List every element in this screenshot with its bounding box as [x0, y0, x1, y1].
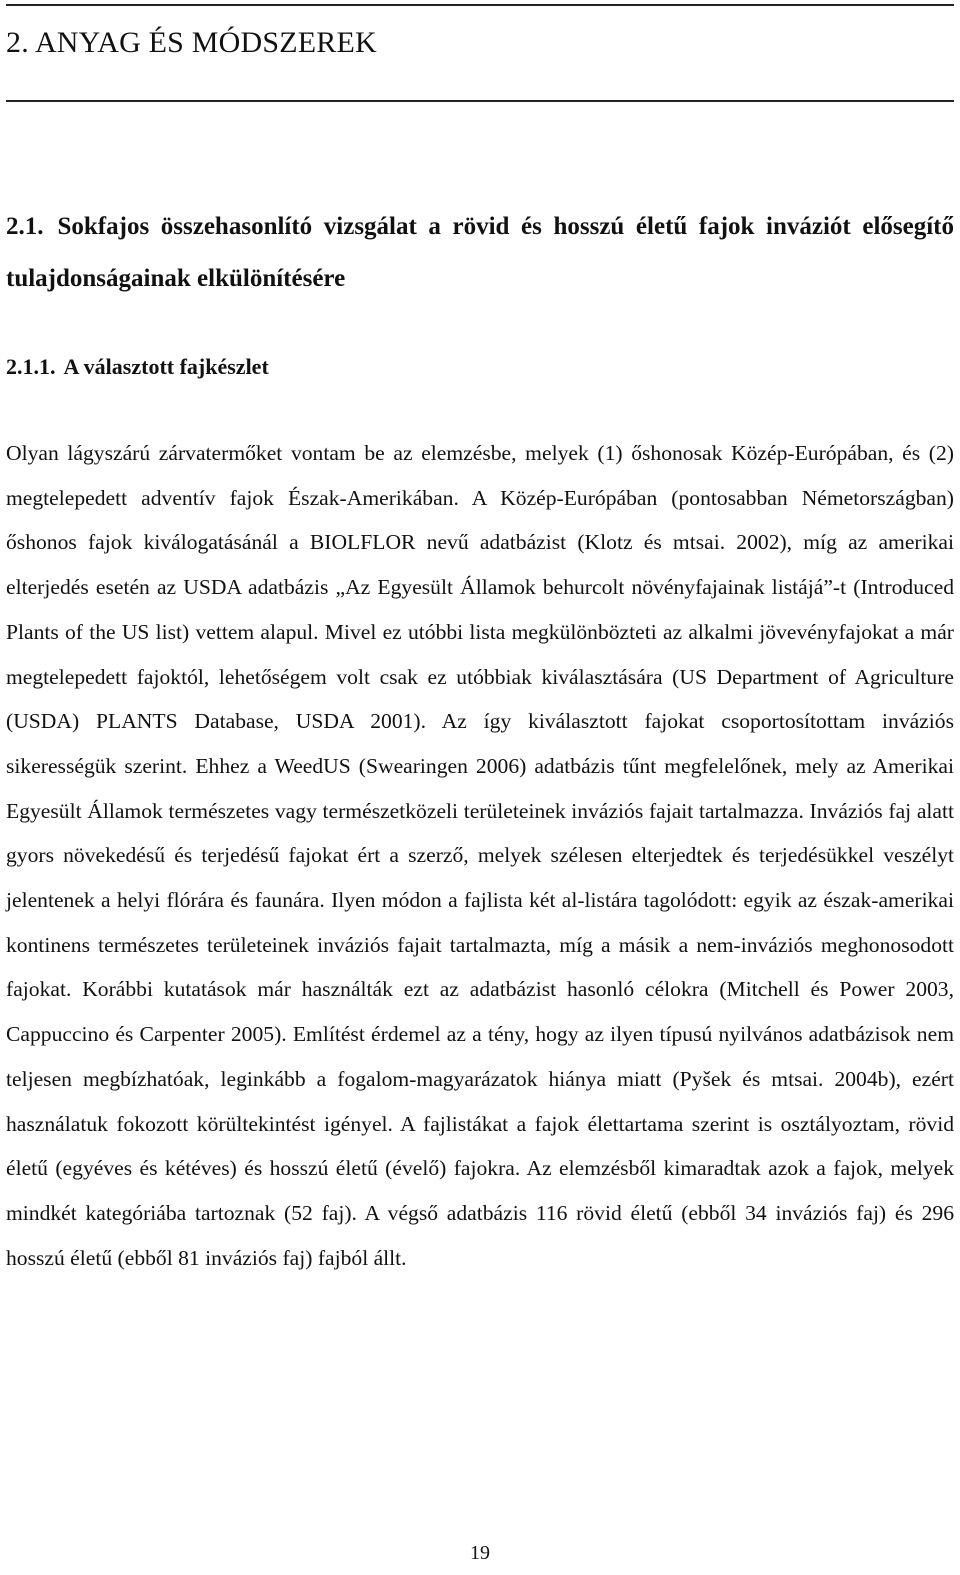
chapter-title-underline	[6, 100, 954, 102]
body-paragraph: Olyan lágyszárú zárvatermőket vontam be az elemzésbe, melyek (1) őshonosak Közép-Európában, és (2) megtelepedett adventív fajok Észak-Amerikában. A Közép-Európában (pontosabban Németországban) őshonos fajok kiválogatásánál a BIOLFLOR nevű adatbázist (Klotz és mtsai. 2002), míg az amerikai elterjedés esetén az USDA adatbázis „Az Egyesült Államok behurcolt növényfajainak listájá”-t (Introduced Plants of the US list) vettem alapul. Mivel ez utóbbi lista megkülönbözteti az alkalmi jövevényfajokat a már megtelepedett fajoktól, lehetőségem volt csak ez utóbbiak kiválasztására (US Department of Agriculture (USDA) PLANTS Database, USDA 2001). Az így kiválasztott fajokat csoportosítottam inváziós sikerességük szerint. Ehhez a WeedUS (Swearingen 2006) adatbázis tűnt megfelelőnek, mely az Amerikai Egyesült Államok természetes vagy természetközeli területeinek inváziós fajait tartalmazza. Inváziós faj alatt gyors növekedésű és terjedésű fajokat ért a szerző, melyek szélesen elterjedtek és terjedésükkel veszélyt jelentenek a helyi flórára és faunára. Ilyen módon a fajlista két al-listára tagolódott: egyik az észak-amerikai kontinens természetes területeinek inváziós fajait tartalmazta, míg a másik a nem-inváziós meghonosodott fajokat. Korábbi kutatások már használták ezt az adatbázist hasonló célokra (Mitchell és Power 2003, Cappuccino és Carpenter 2005). Említést érdemel az a tény, hogy az ilyen típusú nyilvános adatbázisok nem teljesen megbízhatóak, leginkább a fogalom-magyarázatok hiánya miatt (Pyšek és mtsai. 2004b), ezért használatuk fokozott körültekintést igényel. A fajlistákat a fajok élettartama szerint is osztályoztam, rövid életű (egyéves és kétéves) és hosszú életű (évelő) fajokra. Az elemzésből kimaradtak azok a fajok, melyek mindkét kategóriába tartoznak (52 faj). A végső adatbázis 116 rövid életű (ebből 34 inváziós faj) és 296 hosszú életű (ebből 81 inváziós faj) fajból állt.	[6, 441, 954, 1270]
section-title: Sokfajos összehasonlító vizsgálat a rövid és hosszú életű fajok inváziót elősegítő tulajdonságainak elkülönítésére	[6, 213, 954, 292]
page-number: 19	[470, 1542, 490, 1564]
subsection-number: 2.1.1.	[6, 354, 56, 379]
section-number: 2.1.	[6, 213, 44, 240]
top-rule	[6, 4, 954, 6]
chapter-title: 2. ANYAG ÉS MÓDSZEREK	[6, 26, 377, 59]
subsection-heading	[6, 352, 269, 382]
section-heading	[6, 201, 954, 305]
subsection-title: A választott fajkészlet	[63, 354, 269, 379]
